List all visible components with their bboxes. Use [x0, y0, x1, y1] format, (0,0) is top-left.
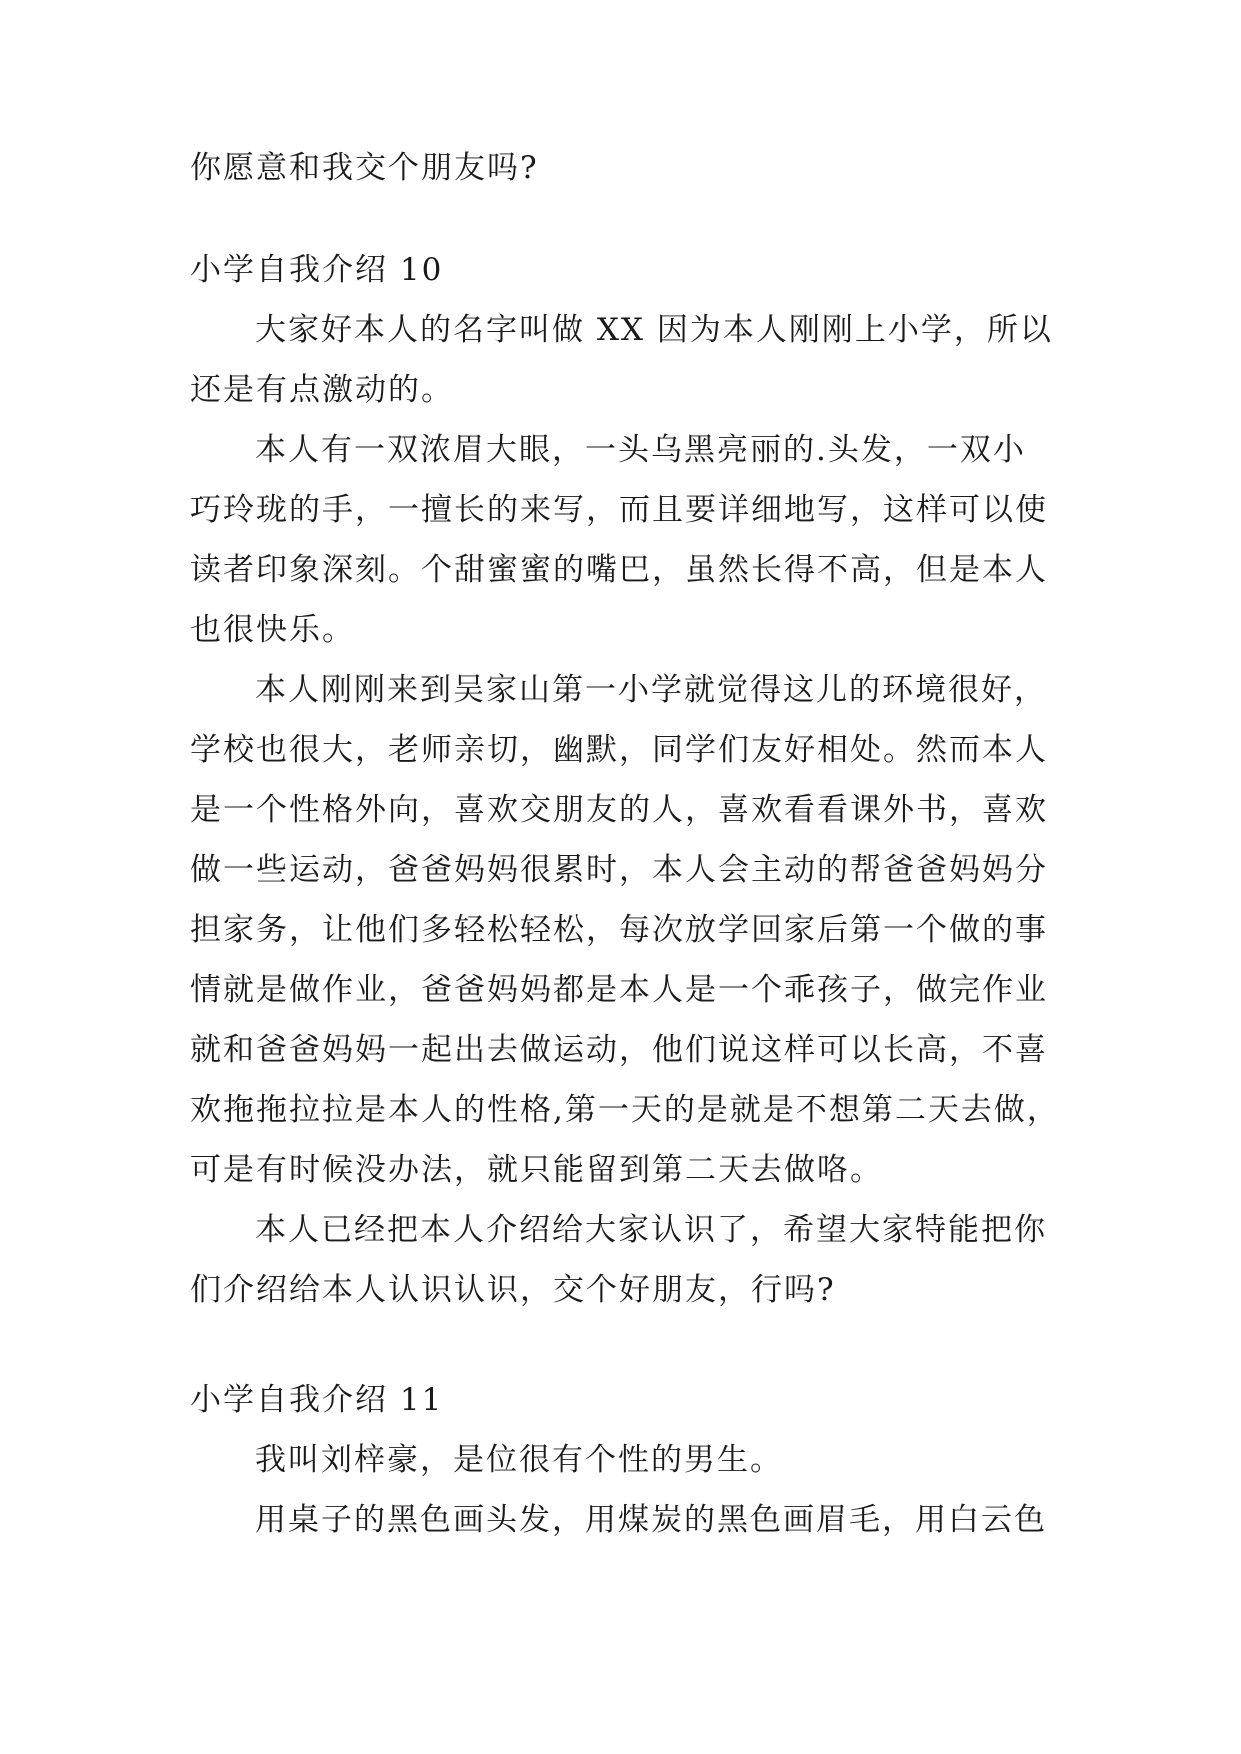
- s10-line-7: 本人刚刚来到吴家山第一小学就觉得这儿的环境很好，: [255, 672, 1047, 708]
- section-11-title: 小学自我介绍 11: [190, 1382, 444, 1418]
- s10-line-9: 是一个性格外向，喜欢交朋友的人，喜欢看看课外书，喜欢: [190, 792, 1048, 828]
- s10-line-11: 担家务，让他们多轻松轻松，每次放学回家后第一个做的事: [190, 912, 1048, 948]
- s11-line-2: 用桌子的黑色画头发，用煤炭的黑色画眉毛，用白云色: [255, 1502, 1047, 1538]
- s10-line-6: 也很快乐。: [190, 612, 355, 648]
- s10-line-16: 本人已经把本人介绍给大家认识了，希望大家特能把你: [255, 1212, 1047, 1248]
- s11-line-1: 我叫刘梓豪，是位很有个性的男生。: [255, 1442, 783, 1478]
- s10-line-3: 本人有一双浓眉大眼，一头乌黑亮丽的.头发，一双小: [255, 432, 1026, 468]
- s10-line-12: 情就是做作业，爸爸妈妈都是本人是一个乖孩子，做完作业: [190, 972, 1048, 1008]
- s10-line-1: 大家好本人的名字叫做 XX 因为本人刚刚上小学，所以: [255, 312, 1053, 348]
- s10-line-5: 读者印象深刻。个甜蜜蜜的嘴巴，虽然长得不高，但是本人: [190, 552, 1048, 588]
- s10-line-2: 还是有点激动的。: [190, 372, 454, 408]
- intro-tail-line: 你愿意和我交个朋友吗?: [190, 150, 539, 186]
- section-10-title: 小学自我介绍 10: [190, 252, 444, 288]
- s10-line-8: 学校也很大，老师亲切，幽默，同学们友好相处。然而本人: [190, 732, 1048, 768]
- intro-tail-block: [190, 138, 1060, 198]
- s10-line-17: 们介绍给本人认识认识，交个好朋友，行吗?: [190, 1272, 836, 1308]
- s10-line-15: 可是有时候没办法，就只能留到第二天去做咯。: [190, 1152, 883, 1188]
- s10-line-13: 就和爸爸妈妈一起出去做运动，他们说这样可以长高，不喜: [190, 1032, 1048, 1068]
- s10-line-4: 巧玲珑的手，一擅长的来写，而且要详细地写，这样可以使: [190, 492, 1048, 528]
- section-10: [190, 240, 1060, 1320]
- s10-line-14: 欢拖拖拉拉是本人的性格,第一天的是就是不想第二天去做，: [190, 1092, 1060, 1128]
- section-11: [190, 1370, 1060, 1550]
- s10-line-10: 做一些运动，爸爸妈妈很累时，本人会主动的帮爸爸妈妈分: [190, 852, 1048, 888]
